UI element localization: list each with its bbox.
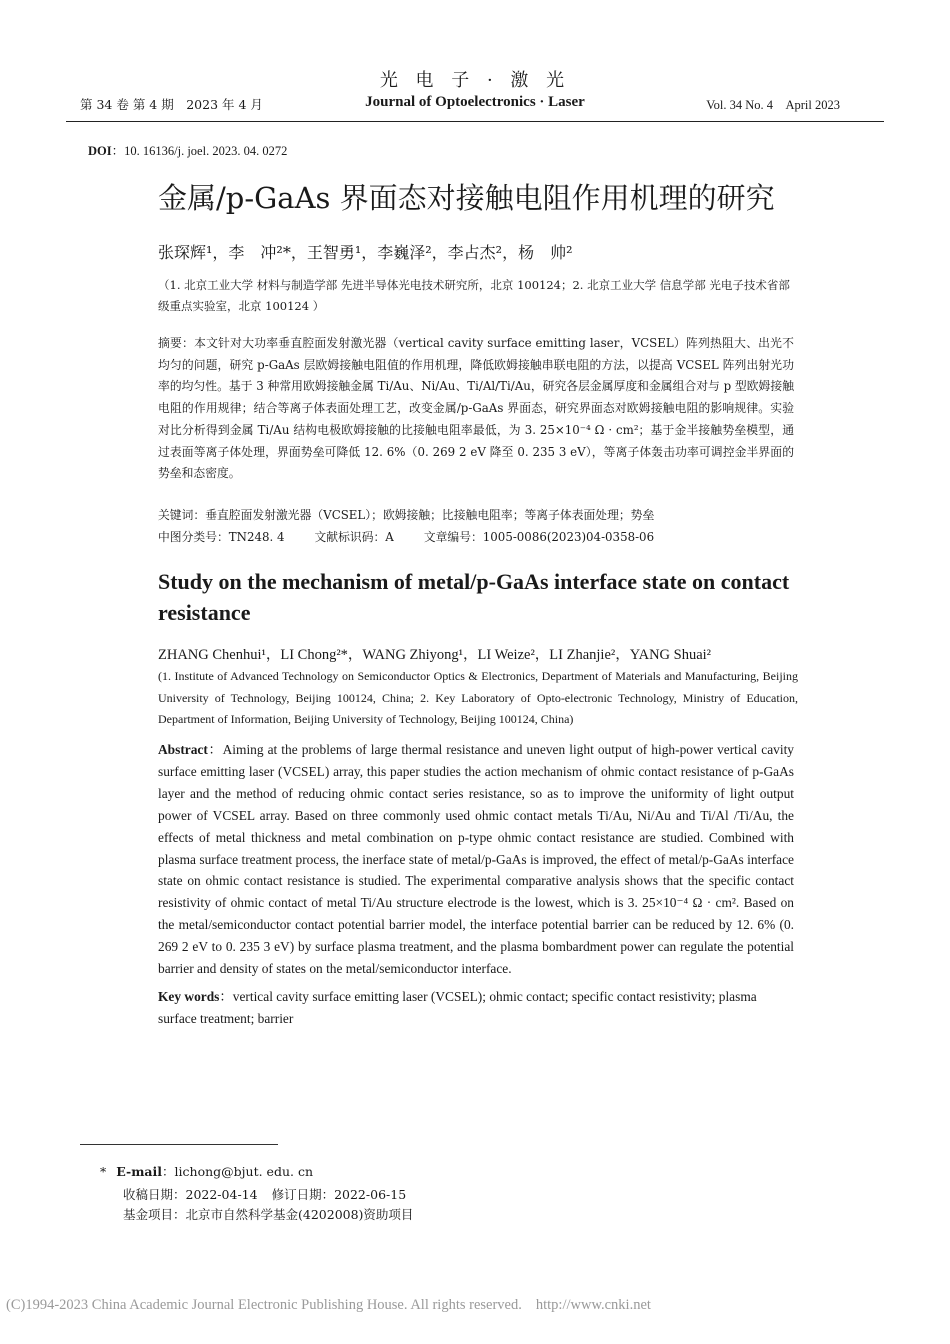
footnote-dates: [123, 1185, 420, 1203]
issue-info-en: Vol. 34 No. 4 April 2023: [706, 98, 840, 112]
header-rule: [66, 121, 884, 122]
abstract-cn: [158, 333, 794, 485]
abstract-cn-label: 摘要：: [158, 336, 195, 350]
received-date: 收稿日期：2022-04-14: [123, 1187, 258, 1202]
copyright-notice: [6, 1297, 651, 1314]
affiliation-en: (1. Institute of Advanced Technology on Semiconductor Optics & Electronics, Department of Materials and Manufacturing, Beijing University of Technology, Beijing 100124, China; 2. Key Laboratory of Opto-electronic Technology, Ministry of Education, Department of Information, Beijing University of Technology, Beijing 100124, China): [158, 669, 798, 726]
keywords-cn-label: 关键词：: [158, 508, 206, 522]
footnote-star: *: [100, 1164, 107, 1179]
document-code: 文献标识码：A: [314, 530, 394, 544]
doi: [88, 141, 287, 159]
classification-cn: [158, 527, 794, 548]
keywords-en: [158, 986, 794, 1030]
title-cn: 金属/p-GaAs 界面态对接触电阻作用机理的研究: [158, 181, 775, 215]
email-value: ：lichong@bjut. edu. cn: [162, 1164, 314, 1179]
affiliation-cn: （1. 北京工业大学 材料与制造学部 先进半导体光电技术研究所，北京 100124；2. 北京工业大学 信息学部 光电子技术省部级重点实验室，北京 100124 ）: [158, 278, 790, 313]
keywords-cn: [158, 505, 794, 526]
authors-cn: 张琛辉¹，李 冲²*，王智勇¹，李巍泽²，李占杰²，杨 帅²: [158, 243, 573, 262]
issue-info-cn: 第 34 卷 第 4 期 2023 年 4 月: [80, 97, 263, 112]
abstract-cn-text: 本文针对大功率垂直腔面发射激光器（vertical cavity surface emitting laser，VCSEL）阵列热阻大、出光不均匀的问题，研究 p-GaAs 层欧姆接触电阻值的作用机理，降低欧姆接触串联电阻的方法，以提高 VCSEL 阵列出射光功率的均匀性。基于 3 种常用欧姆接触金属 Ti/Au、Ni/Au、Ti/Al/Ti/Au，研究各层金属厚度和金属组合对与 p 型欧姆接触电阻的作用规律；结合等离子体表面处理工艺，改变金属/p-GaAs 界面态，研究界面态对欧姆接触电阻的影响规律。实验对比分析得到金属 Ti/Au 结构电极欧姆接触的比接触电阻率最低，为 3. 25×10⁻⁴ Ω · cm²；基于金半接触势垒模型，通过表面等离子体处理，界面势垒可降低 12. 6%（0. 269 2 eV 降至 0. 235 3 eV），等离子体轰击功率可调控金半界面的势垒和态密度。: [158, 336, 794, 481]
keywords-cn-text: 垂直腔面发射激光器（VCSEL）；欧姆接触；比接触电阻率；等离子体表面处理；势垒: [205, 508, 655, 522]
article-number: 文章编号：1005-0086(2023)04-0358-06: [423, 530, 655, 544]
journal-name-cn: 光 电 子 · 激 光: [379, 70, 571, 91]
authors-en: ZHANG Chenhui¹，LI Chong²*，WANG Zhiyong¹，LI Weize²，LI Zhanjie²，YANG Shuai²: [158, 647, 712, 663]
copyright-text: (C)1994-2023 China Academic Journal Electronic Publishing House. All rights reserved.: [6, 1297, 522, 1313]
footnote-funding: 基金项目：北京市自然科学基金(4202008)资助项目: [123, 1207, 414, 1222]
revised-date: 修订日期：2022-06-15: [271, 1187, 407, 1202]
email-label: E-mail: [116, 1164, 163, 1179]
title-en: Study on the mechanism of metal/p-GaAs interface state on contact resistance: [158, 569, 790, 625]
keywords-en-text: ：vertical cavity surface emitting laser (VCSEL); ohmic contact; specific contact resistivity; plasma surface treatment; barrier: [158, 989, 757, 1026]
clc-number: 中图分类号：TN248. 4: [158, 530, 285, 544]
abstract-en: [158, 739, 794, 980]
journal-name-en: Journal of Optoelectronics · Laser: [365, 94, 585, 110]
abstract-en-text: ：Aiming at the problems of large thermal resistance and uneven light output of high-power vertical cavity surface emitting laser (VCSEL) array, this paper studies the action mechanism of ohmic contact resistance of p-GaAs layer and the method of reducing ohmic contact series resistance, so as to improve the uniformity of light output power of VCSEL array. Based on three commonly used ohmic contact metals Ti/Au, Ni/Au and Ti/Al /Ti/Au, the effects of metal thickness and metal combination on p-type ohmic contact resistance are studied. Combined with plasma surface treatment process, the inerface state of metal/p-GaAs is improved, the effect of metal/p-GaAs interface state on ohmic contact resistance is studied. The experimental comparative analysis shows that the specific contact resistivity of ohmic contact of metal Ti/Au structure electrode is the lowest, which is 3. 25×10⁻⁴ Ω · cm². Based on the metal/semiconductor contact potential barrier model, the interface potential barrier can be reduced by 12. 6% (0. 269 2 eV to 0. 235 3 eV) by surface plasma treatment, and the plasma bombardment power can regulate the potential barrier and density of states on the metal/semiconductor interface.: [158, 742, 794, 977]
footnote-email: [100, 1162, 313, 1180]
doi-label: DOI: [88, 144, 112, 158]
keywords-en-label: Key words: [158, 989, 220, 1004]
abstract-en-label: Abstract: [158, 742, 208, 757]
doi-value: ：10. 16136/j. joel. 2023. 04. 0272: [111, 144, 288, 158]
footnote-rule: [80, 1144, 278, 1145]
cnki-url: http://www.cnki.net: [535, 1297, 651, 1313]
